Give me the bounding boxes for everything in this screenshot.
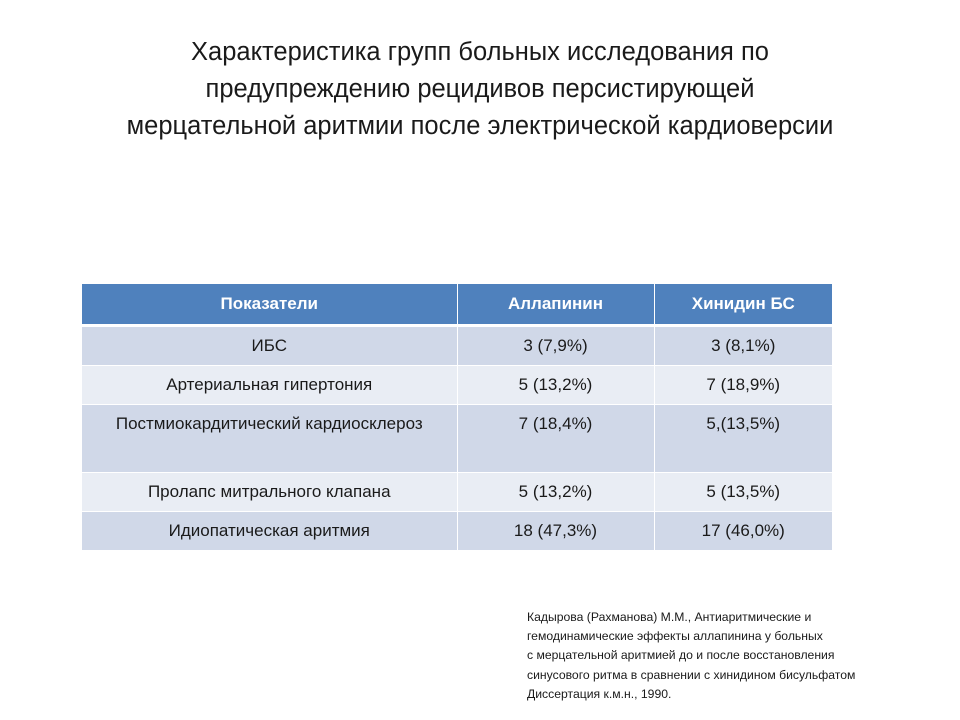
quinidine-cell: 5,(13,5%) xyxy=(654,405,832,473)
citation-note xyxy=(527,608,947,704)
allapinin-cell: 5 (13,2%) xyxy=(457,366,654,405)
table-row xyxy=(82,366,832,405)
allapinin-cell: 18 (47,3%) xyxy=(457,512,654,551)
patient-groups-table xyxy=(82,284,832,551)
citation-line: Кадырова (Рахманова) М.М., Антиаритмические и xyxy=(527,610,812,624)
citation-line: Диссертация к.м.н., 1990. xyxy=(527,686,672,701)
allapinin-cell: 7 (18,4%) xyxy=(457,405,654,473)
allapinin-cell: 3 (7,9%) xyxy=(457,326,654,366)
table-row xyxy=(82,326,832,366)
citation-line: синусового ритма в сравнении с хинидином бисульфатом xyxy=(527,667,856,682)
table-row xyxy=(82,405,832,473)
indicator-cell: Пролапс митрального клапана xyxy=(82,473,457,512)
citation-line: гемодинамические эффекты аллапинина у больных xyxy=(527,629,823,644)
quinidine-cell: 5 (13,5%) xyxy=(654,473,832,512)
quinidine-cell: 17 (46,0%) xyxy=(654,512,832,551)
table-row xyxy=(82,473,832,512)
indicator-cell: Идиопатическая аритмия xyxy=(82,512,457,551)
indicator-cell: Артериальная гипертония xyxy=(82,366,457,405)
indicator-cell: Постмиокардитический кардиосклероз xyxy=(82,405,457,473)
slide-title-line: мерцательной аритмии после электрической кардиоверсии xyxy=(126,112,834,140)
column-header-quinidine: Хинидин БС xyxy=(654,284,832,326)
slide-title xyxy=(40,34,920,145)
citation-line: с мерцательной аритмией до и после восстановления xyxy=(527,648,835,663)
quinidine-cell: 7 (18,9%) xyxy=(654,366,832,405)
table-header-row xyxy=(82,284,832,326)
quinidine-cell: 3 (8,1%) xyxy=(654,326,832,366)
slide-title-line: Характеристика групп больных исследования по xyxy=(191,38,769,66)
allapinin-cell: 5 (13,2%) xyxy=(457,473,654,512)
slide-title-line: предупреждению рецидивов персистирующей xyxy=(205,75,755,103)
indicator-cell: ИБС xyxy=(82,326,457,366)
column-header-allapinin: Аллапинин xyxy=(457,284,654,326)
table-row xyxy=(82,512,832,551)
column-header-indicators: Показатели xyxy=(82,284,457,326)
